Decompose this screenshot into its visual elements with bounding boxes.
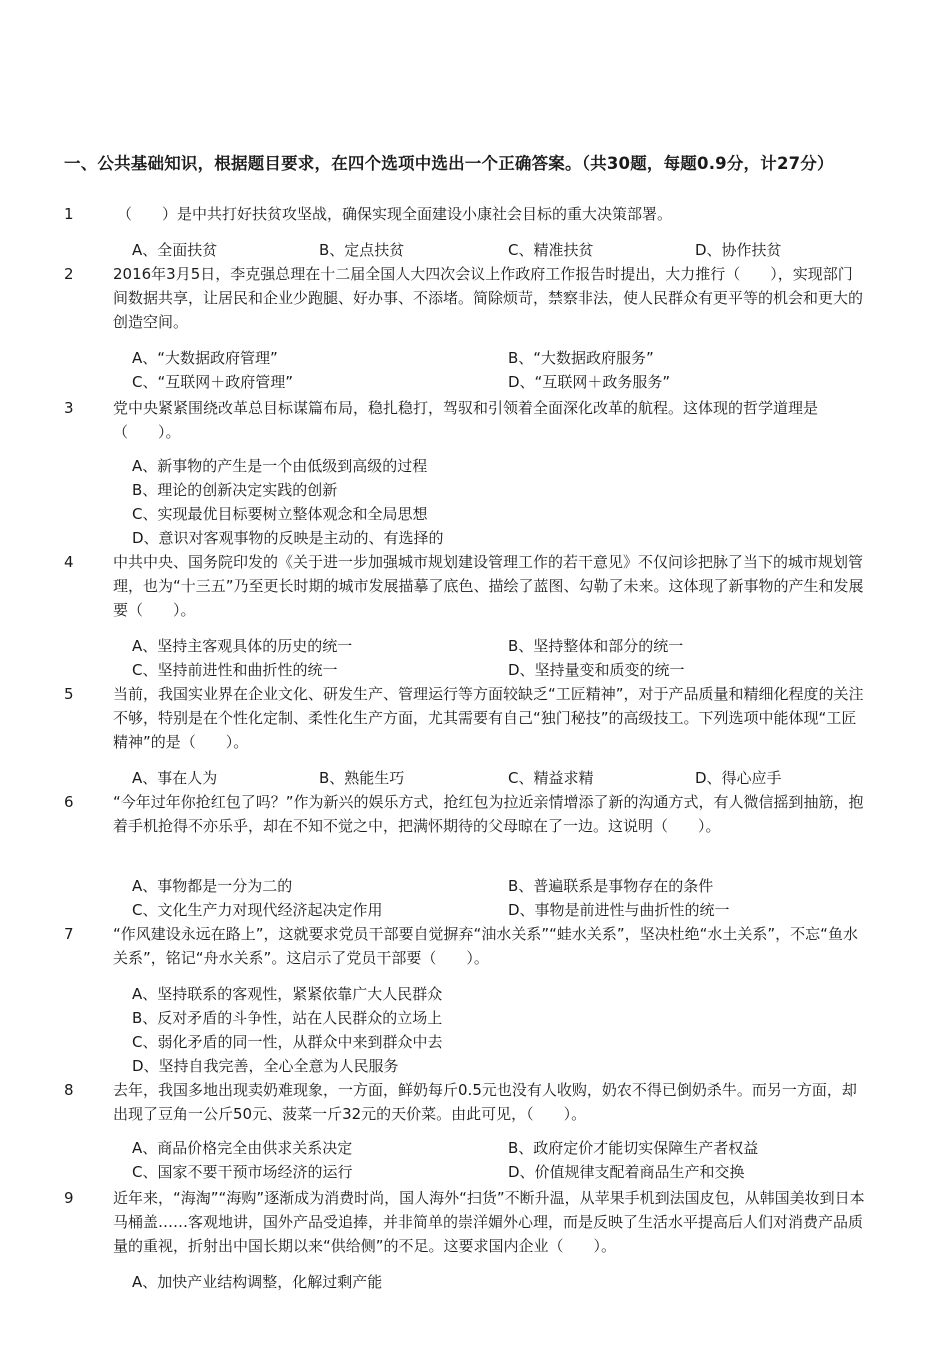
- question-text: 党中央紧紧围绕改革总目标谋篇布局，稳扎稳打，驾驭和引领着全面深化改革的航程。这体现的哲学道理是（ ）。: [113, 399, 819, 441]
- question-number: 4: [64, 553, 74, 571]
- option-a: A、全面扶贫: [132, 241, 218, 259]
- option-d: D、得心应手: [695, 769, 782, 787]
- question-text: 近年来，“海淘”“海购”逐渐成为消费时尚，国人海外“扫货”不断升温，从苹果手机到法国皮包，从韩国美妆到日本马桶盖……客观地讲，国外产品受追捧，并非简单的崇洋媚外心理，而是反映了生活水平提高后人们对消费产品质量的重视，折射出中国长期以来“供给侧”的不足。这要求国内企业（ ）。: [113, 1189, 865, 1255]
- option-a: A、商品价格完全由供求关系决定: [132, 1139, 353, 1157]
- question-text: 中共中央、国务院印发的《关于进一步加强城市规划建设管理工作的若干意见》不仅问诊把脉了当下的城市规划管理，也为“十三五”乃至更长时期的城市发展描摹了底色、描绘了蓝图、勾勒了未来。这体现了新事物的产生和发展要（ ）。: [113, 553, 864, 619]
- section-title: 一、公共基础知识，根据题目要求，在四个选项中选出一个正确答案。（共30题，每题0.9分，计27分）: [64, 154, 834, 173]
- option-c: C、坚持前进性和曲折性的统一: [132, 661, 338, 679]
- option-b: B、理论的创新决定实践的创新: [132, 481, 338, 499]
- option-c: C、文化生产力对现代经济起决定作用: [132, 901, 383, 919]
- question-number: 3: [64, 399, 74, 417]
- question-text: “今年过年你抢红包了吗？”作为新兴的娱乐方式，抢红包为拉近亲情增添了新的沟通方式，有人微信摇到抽筋，抱着手机抢得不亦乐乎，却在不知不觉之中，把满怀期待的父母晾在了一边。这说明（ ）。: [113, 793, 864, 835]
- option-a: A、事在人为: [132, 769, 218, 787]
- question-number: 7: [64, 925, 74, 943]
- question-number: 8: [64, 1081, 74, 1099]
- option-a: A、事物都是一分为二的: [132, 877, 293, 895]
- option-d: D、“互联网＋政务服务”: [508, 373, 671, 391]
- option-a: A、坚持联系的客观性，紧紧依靠广大人民群众: [132, 985, 443, 1003]
- question-number: 5: [64, 685, 74, 703]
- option-a: A、加快产业结构调整，化解过剩产能: [132, 1273, 383, 1291]
- option-b: B、熟能生巧: [319, 769, 405, 787]
- question-text: 2016年3月5日，李克强总理在十二届全国人大四次会议上作政府工作报告时提出，大力推行（ ），实现部门间数据共享，让居民和企业少跑腿、好办事、不添堵。简除烦苛，禁察非法，使人民群众有更平等的机会和更大的创造空间。: [113, 265, 864, 331]
- option-d: D、坚持自我完善，全心全意为人民服务: [132, 1057, 399, 1075]
- option-b: B、普遍联系是事物存在的条件: [508, 877, 714, 895]
- question-number: 2: [64, 265, 74, 283]
- option-b: B、反对矛盾的斗争性，站在人民群众的立场上: [132, 1009, 443, 1027]
- option-a: A、新事物的产生是一个由低级到高级的过程: [132, 457, 428, 475]
- question-text: （ ）是中共打好扶贫攻坚战，确保实现全面建设小康社会目标的重大决策部署。: [117, 205, 673, 223]
- question-number: 1: [64, 205, 74, 223]
- option-c: C、“互联网＋政府管理”: [132, 373, 294, 391]
- option-a: A、“大数据政府管理”: [132, 349, 278, 367]
- option-d: D、坚持量变和质变的统一: [508, 661, 685, 679]
- option-b: B、“大数据政府服务”: [508, 349, 654, 367]
- option-d: D、协作扶贫: [695, 241, 782, 259]
- option-a: A、坚持主客观具体的历史的统一: [132, 637, 353, 655]
- question-text: 当前，我国实业界在企业文化、研发生产、管理运行等方面较缺乏“工匠精神”，对于产品质量和精细化程度的关注不够，特别是在个性化定制、柔性化生产方面，尤其需要有自己“独门秘技”的高级技工。下列选项中能体现“工匠精神”的是（ ）。: [113, 685, 864, 751]
- question-number: 9: [64, 1189, 74, 1207]
- option-b: B、坚持整体和部分的统一: [508, 637, 684, 655]
- question-text: 去年，我国多地出现卖奶难现象，一方面，鲜奶每斤0.5元也没有人收购，奶农不得已倒奶杀牛。而另一方面，却出现了豆角一公斤50元、菠菜一斤32元的天价菜。由此可见，（ ）。: [113, 1081, 857, 1123]
- option-c: C、实现最优目标要树立整体观念和全局思想: [132, 505, 428, 523]
- option-d: D、价值规律支配着商品生产和交换: [508, 1163, 745, 1181]
- option-c: C、精益求精: [508, 769, 594, 787]
- question-text: “作风建设永远在路上”，这就要求党员干部要自觉摒弃“油水关系”“蛙水关系”，坚决杜绝“水土关系”，不忘“鱼水关系”，铭记“舟水关系”。这启示了党员干部要（ ）。: [113, 925, 858, 967]
- question-number: 6: [64, 793, 74, 811]
- option-c: C、精准扶贫: [508, 241, 594, 259]
- option-d: D、意识对客观事物的反映是主动的、有选择的: [132, 529, 444, 547]
- option-c: C、国家不要干预市场经济的运行: [132, 1163, 353, 1181]
- option-c: C、弱化矛盾的同一性，从群众中来到群众中去: [132, 1033, 443, 1051]
- option-d: D、事物是前进性与曲折性的统一: [508, 901, 730, 919]
- option-b: B、定点扶贫: [319, 241, 405, 259]
- option-b: B、政府定价才能切实保障生产者权益: [508, 1139, 759, 1157]
